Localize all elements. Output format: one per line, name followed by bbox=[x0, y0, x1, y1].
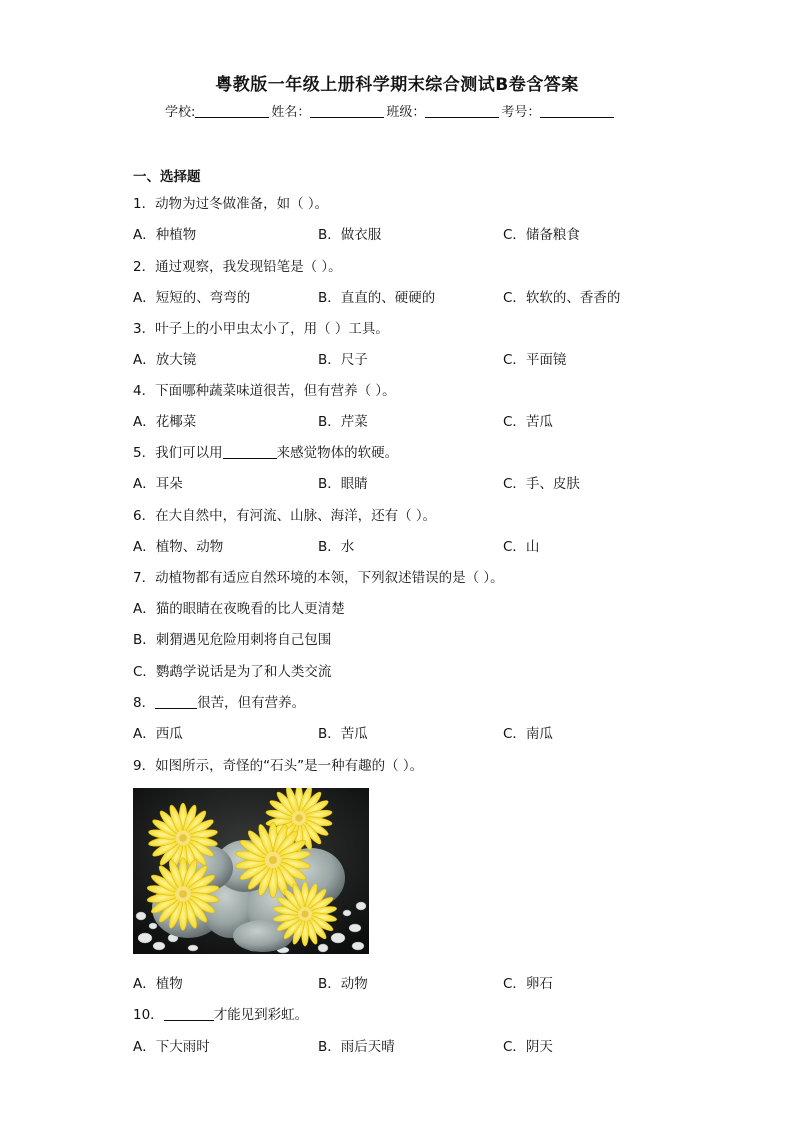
name-blank[interactable] bbox=[310, 104, 384, 118]
q5-text-before: 5．我们可以用 bbox=[133, 445, 223, 461]
q5-text-after: 来感觉物体的软硬。 bbox=[276, 445, 399, 461]
q1-option-b[interactable]: B．做衣服 bbox=[318, 227, 382, 243]
q1-option-a[interactable]: A．种植物 bbox=[133, 227, 197, 243]
q8-option-c[interactable]: C．南瓜 bbox=[503, 726, 553, 742]
living-stones-photo bbox=[133, 788, 369, 954]
q3-option-c[interactable]: C．平面镜 bbox=[503, 352, 567, 368]
q2-option-c[interactable]: C．软软的、香香的 bbox=[503, 290, 621, 306]
number-blank[interactable] bbox=[540, 104, 614, 118]
school-label: 学校: bbox=[165, 105, 196, 120]
q2-option-a[interactable]: A．短短的、弯弯的 bbox=[133, 290, 251, 306]
school-blank[interactable] bbox=[195, 104, 269, 118]
question-9: 9．如图所示，奇怪的“石头”是一种有趣的（ ）。 bbox=[133, 758, 424, 774]
q10-text-before: 10． bbox=[133, 1007, 164, 1023]
q6-option-a[interactable]: A．植物、动物 bbox=[133, 539, 224, 555]
question-5 bbox=[133, 441, 398, 461]
student-info-line bbox=[165, 101, 616, 120]
q5-option-c[interactable]: C．手、皮肤 bbox=[503, 476, 580, 492]
q1-option-c[interactable]: C．储备粮食 bbox=[503, 227, 580, 243]
q6-option-c[interactable]: C．山 bbox=[503, 539, 540, 555]
q10-text-after: 才能见到彩虹。 bbox=[213, 1007, 309, 1023]
q10-option-a[interactable]: A．下大雨时 bbox=[133, 1039, 210, 1055]
q4-option-b[interactable]: B．芹菜 bbox=[318, 414, 368, 430]
q8-option-b[interactable]: B．苦瓜 bbox=[318, 726, 368, 742]
question-8 bbox=[133, 691, 305, 711]
class-label: 班级： bbox=[386, 105, 426, 120]
question-2: 2．通过观察，我发现铅笔是（ ）。 bbox=[133, 259, 342, 275]
question-6: 6．在大自然中，有河流、山脉、海洋，还有（ ）。 bbox=[133, 508, 437, 524]
question-7: 7．动植物都有适应自然环境的本领，下列叙述错误的是（ ）。 bbox=[133, 570, 504, 586]
q8-text-before: 8． bbox=[133, 695, 156, 711]
number-label: 考号： bbox=[501, 105, 541, 120]
page-title: 粤教版一年级上册科学期末综合测试B卷含答案 bbox=[215, 75, 579, 95]
q9-option-a[interactable]: A．植物 bbox=[133, 976, 183, 992]
q3-option-b[interactable]: B．尺子 bbox=[318, 352, 368, 368]
q3-option-a[interactable]: A．放大镜 bbox=[133, 352, 197, 368]
q7-option-a[interactable]: A．猫的眼睛在夜晚看的比人更清楚 bbox=[133, 601, 345, 617]
q7-option-c[interactable]: C．鹦鹉学说话是为了和人类交流 bbox=[133, 664, 332, 680]
q5-option-a[interactable]: A．耳朵 bbox=[133, 476, 183, 492]
q10-fill-blank[interactable] bbox=[164, 1007, 214, 1021]
name-label: 姓名： bbox=[271, 105, 311, 120]
q10-option-b[interactable]: B．雨后天晴 bbox=[318, 1039, 395, 1055]
q4-option-a[interactable]: A．花椰菜 bbox=[133, 414, 197, 430]
q9-option-b[interactable]: B．动物 bbox=[318, 976, 368, 992]
class-blank[interactable] bbox=[425, 104, 499, 118]
question-1: 1．动物为过冬做准备，如（ ）。 bbox=[133, 196, 329, 212]
q8-option-a[interactable]: A．西瓜 bbox=[133, 726, 183, 742]
q5-option-b[interactable]: B．眼睛 bbox=[318, 476, 368, 492]
q8-fill-blank[interactable] bbox=[155, 695, 197, 709]
q6-option-b[interactable]: B．水 bbox=[318, 539, 355, 555]
q2-option-b[interactable]: B．直直的、硬硬的 bbox=[318, 290, 436, 306]
question-3: 3．叶子上的小甲虫太小了，用（ ）工具。 bbox=[133, 321, 389, 337]
q9-option-c[interactable]: C．卵石 bbox=[503, 976, 553, 992]
q10-option-c[interactable]: C．阴天 bbox=[503, 1039, 553, 1055]
section-heading: 一、选择题 bbox=[133, 169, 201, 185]
q8-text-after: 很苦，但有营养。 bbox=[197, 695, 306, 711]
q4-option-c[interactable]: C．苦瓜 bbox=[503, 414, 553, 430]
q7-option-b[interactable]: B．刺猬遇见危险用刺将自己包围 bbox=[133, 632, 332, 648]
question-4: 4．下面哪种蔬菜味道很苦，但有营养（ ）。 bbox=[133, 383, 396, 399]
q5-fill-blank[interactable] bbox=[223, 445, 277, 459]
question-10 bbox=[133, 1003, 308, 1023]
